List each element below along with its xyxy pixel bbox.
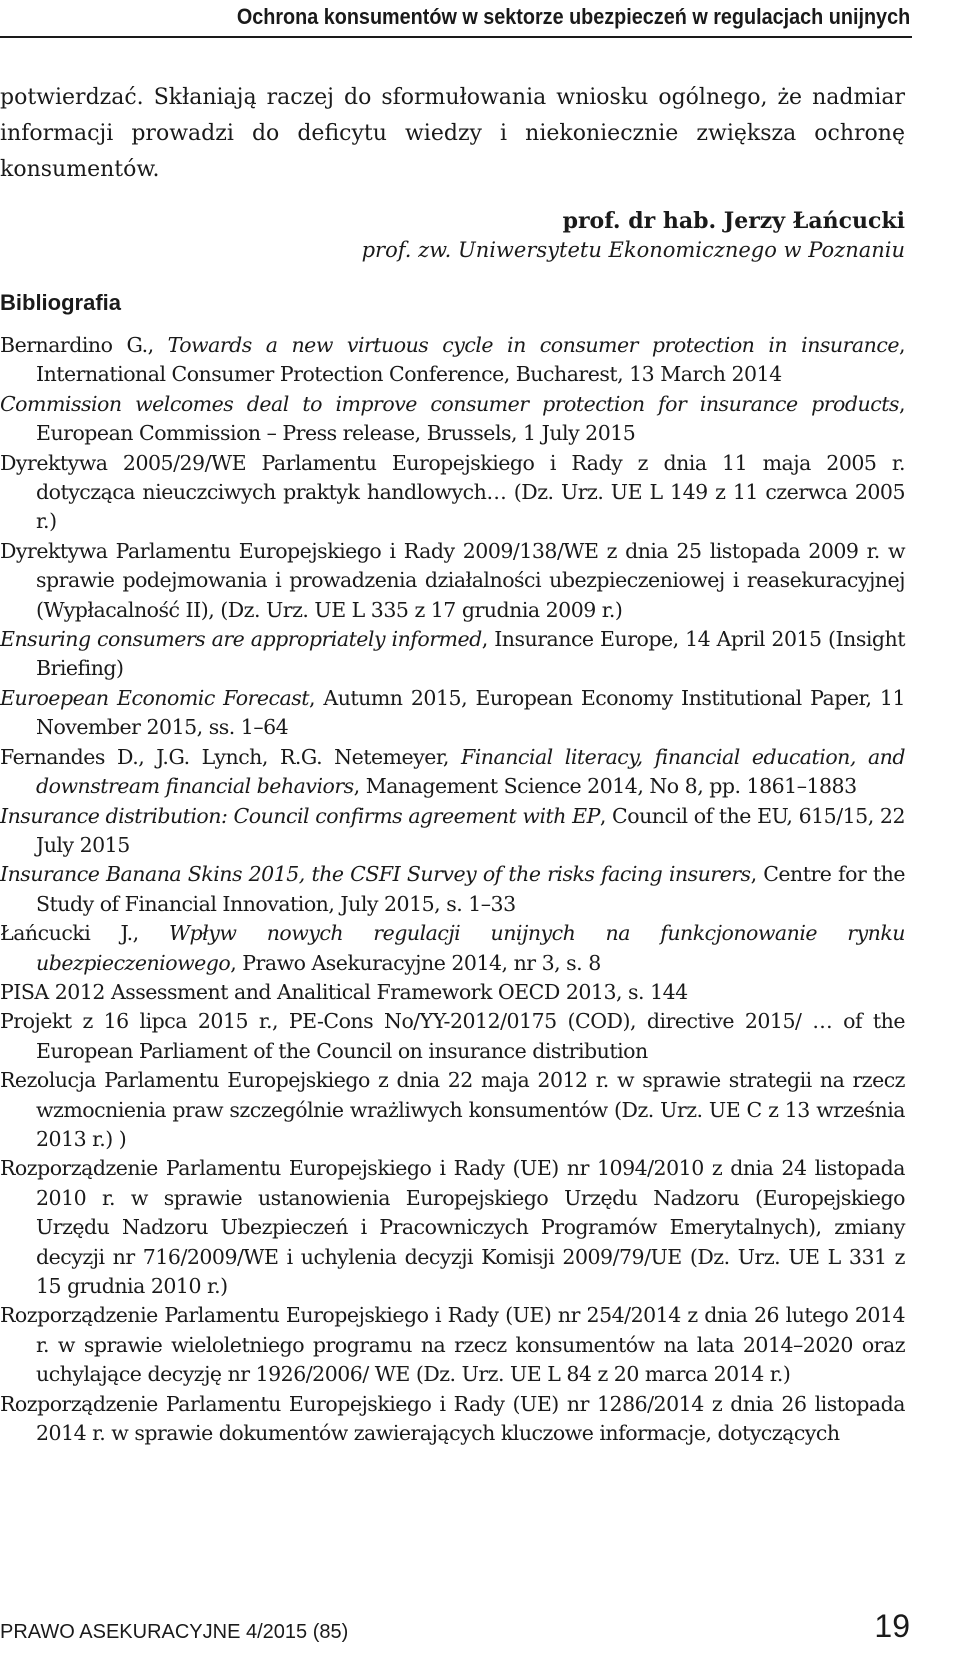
footer-journal-title: PRAWO ASEKURACYJNE 4/2015 (85) xyxy=(0,1621,349,1643)
bibliography-entry xyxy=(0,1154,905,1301)
bibliography-entry-title: Insurance distribution: Council confirms agreement with EP xyxy=(0,803,600,828)
page-number: 19 xyxy=(874,1608,910,1644)
bibliography-entry-after: , Council of the EU, 615/15, 22 July 2015 xyxy=(36,803,905,857)
header-rule xyxy=(0,36,912,38)
bibliography-entry-title: Commission welcomes deal to improve consumer protection for insurance products xyxy=(0,391,899,416)
bibliography-entry-before: Dyrektywa Parlamentu Europejskiego i Rady 2009/138/WE z dnia 25 listopada 2009 r. w sprawie podejmowania i prowadzenia działalności ubezpieczeniowej i reasekuracyjnej (Wypłacalność II), (Dz. Urz. UE L 335 z 17 grudnia 2009 r.) xyxy=(0,538,905,622)
bibliography-entry xyxy=(0,390,905,449)
bibliography-entry-title: Wpływ nowych regulacji unijnych na funkcjonowanie rynku ubezpieczeniowego xyxy=(36,921,905,975)
bibliography-entry xyxy=(0,802,905,861)
bibliography-entry-after: , International Consumer Protection Conference, Bucharest, 13 March 2014 xyxy=(36,333,905,387)
bibliography-entry xyxy=(0,684,905,743)
bibliography-entry xyxy=(0,1390,905,1449)
bibliography-entry-after: , Management Science 2014, No 8, pp. 1861–1883 xyxy=(353,774,857,799)
running-header-title: Ochrona konsumentów w sektorze ubezpieczeń w regulacjach unijnych xyxy=(236,4,910,29)
bibliography-entry xyxy=(0,331,905,390)
bibliography-entry-title: Euroepean Economic Forecast xyxy=(0,685,310,710)
bibliography-entry-title: Insurance Banana Skins 2015, the CSFI Survey of the risks facing insurers xyxy=(0,862,751,887)
bibliography-entry-after: , Insurance Europe, 14 April 2015 (Insight Briefing) xyxy=(36,627,905,681)
bibliography-heading: Bibliografia xyxy=(0,290,122,315)
bibliography-entry-before: Rozporządzenie Parlamentu Europejskiego i Rady (UE) nr 1094/2010 z dnia 24 listopada 2010 r. w sprawie ustanowienia Europejskiego Urzędu Nadzoru (Europejskiego Urzędu Nadzoru Ubezpieczeń i Pracowniczych Programów Emerytalnych), zmiany decyzji nr 716/2009/WE i uchylenia decyzji Komisji 2009/79/UE (Dz. Urz. UE L 331 z 15 grudnia 2010 r.) xyxy=(0,1156,905,1298)
bibliography-entry-after: , Prawo Asekuracyjne 2014, nr 3, s. 8 xyxy=(230,950,601,975)
bibliography-entry-before: Rozporządzenie Parlamentu Europejskiego i Rady (UE) nr 254/2014 z dnia 26 lutego 2014 r. w sprawie wieloletniego programu na rzecz konsumentów na lata 2014–2020 oraz uchylające decyzję nr 1926/2006/ WE (Dz. Urz. UE L 84 z 20 marca 2014 r.) xyxy=(0,1303,905,1387)
intro-paragraph: potwierdzać. Skłaniają raczej do sformułowania wniosku ogólnego, że nadmiar informacji prowadzi do deficytu wiedzy i niekoniecznie zwiększa ochronę konsumentów. xyxy=(0,85,905,182)
bibliography-entry-after: , European Commission – Press release, Brussels, 1 July 2015 xyxy=(36,391,905,446)
bibliography-list xyxy=(0,331,905,1448)
bibliography-entry-before: Łańcucki J., xyxy=(0,921,169,946)
bibliography-entry-before: Bernardino G., xyxy=(0,333,168,357)
bibliography-entry xyxy=(0,449,905,537)
bibliography-entry-before: Projekt z 16 lipca 2015 r., PE-Cons No/YY-2012/0175 (COD), directive 2015/ … of the European Parliament of the Council on insurance distribution xyxy=(0,1009,905,1063)
bibliography-entry-title: Financial literacy, financial education, and downstream financial behaviors xyxy=(36,744,905,799)
bibliography-entry-after: , Autumn 2015, European Economy Institutional Paper, 11 November 2015, ss. 1–64 xyxy=(36,685,905,740)
bibliography-entry-before: Rezolucja Parlamentu Europejskiego z dnia 22 maja 2012 r. w sprawie strategii na rzecz wzmocnienia praw szczególnie wrażliwych konsumentów (Dz. Urz. UE C z 13 września 2013 r.) ) xyxy=(0,1068,905,1151)
bibliography-entry-before: PISA 2012 Assessment and Analitical Framework OECD 2013, s. 144 xyxy=(0,979,688,1004)
author-name: prof. dr hab. Jerzy Łańcucki xyxy=(562,208,905,234)
bibliography-entry xyxy=(0,625,905,684)
author-affiliation: prof. zw. Uniwersytetu Ekonomicznego w Poznaniu xyxy=(361,238,905,262)
bibliography-entry xyxy=(0,743,905,802)
bibliography-entry xyxy=(0,860,905,919)
bibliography-entry xyxy=(0,1301,905,1389)
running-header xyxy=(0,0,960,40)
bibliography-entry-title: Towards a new virtuous cycle in consumer protection in insurance xyxy=(167,333,899,357)
bibliography-entry-after: , Centre for the Study of Financial Innovation, July 2015, s. 1–33 xyxy=(36,862,905,916)
bibliography-entry xyxy=(0,537,905,625)
bibliography-entry xyxy=(0,1066,905,1154)
bibliography-entry-before: Dyrektywa 2005/29/WE Parlamentu Europejskiego i Rady z dnia 11 maja 2005 r. dotycząca nieuczciwych praktyk handlowych… (Dz. Urz. UE L 149 z 11 czerwca 2005 r.) xyxy=(0,450,905,534)
bibliography-entry-before: Rozporządzenie Parlamentu Europejskiego i Rady (UE) nr 1286/2014 z dnia 26 listopada 2014 r. w sprawie dokumentów zawierających kluczowe informacje, dotyczących xyxy=(0,1391,905,1446)
bibliography-entry-before: Fernandes D., J.G. Lynch, R.G. Netemeyer, xyxy=(0,744,461,769)
bibliography-entry xyxy=(0,978,905,1007)
bibliography-entry xyxy=(0,919,905,978)
bibliography-entry xyxy=(0,1007,905,1066)
bibliography-entry-title: Ensuring consumers are appropriately informed xyxy=(0,627,482,652)
